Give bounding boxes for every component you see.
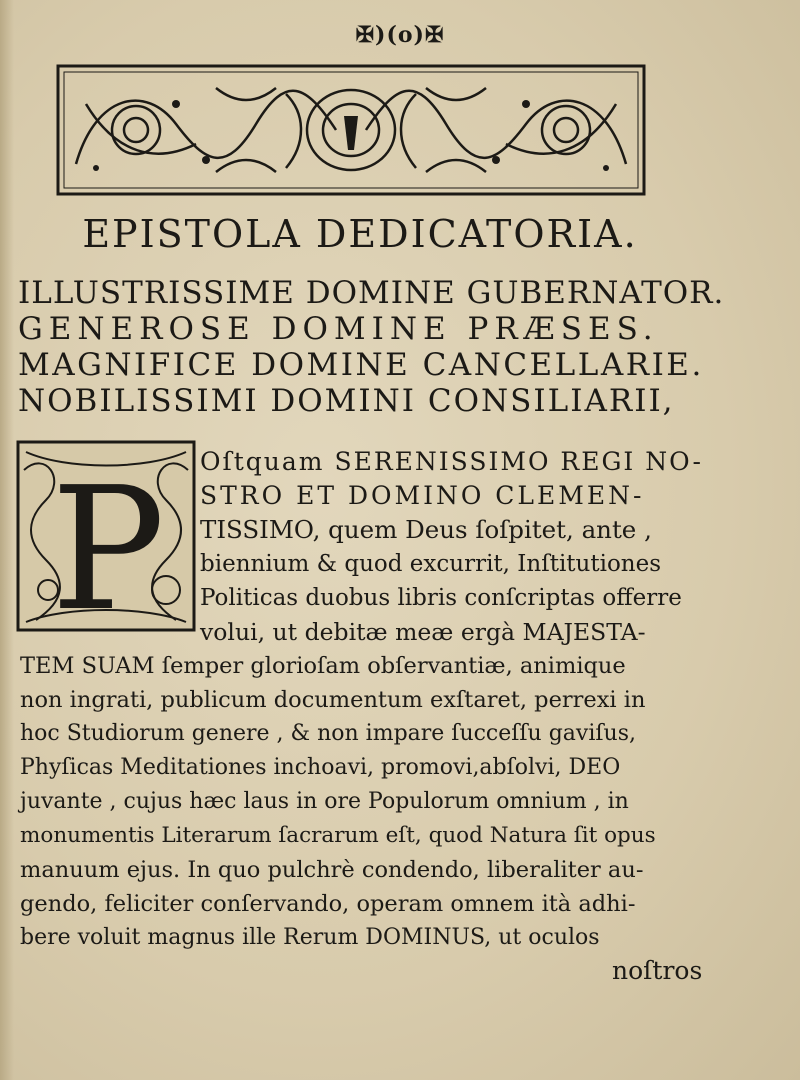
- addressee-line: MAGNIFICE DOMINE CANCELLARIE.: [18, 347, 704, 383]
- addressee-line: GENEROSE DOMINE PRÆSES.: [18, 311, 659, 347]
- text-line: volui, ut debitæ meæ ergà MAJESTA-: [200, 618, 646, 646]
- text-line: Politicas duobus libris conſcriptas offerre: [200, 585, 682, 611]
- text-line: monumentis Literarum ſacrarum eſt, quod Natura ſit opus: [20, 823, 656, 848]
- decorated-initial: [16, 440, 196, 632]
- text-line: non ingrati, publicum documentum exſtaret, perrexi in: [20, 687, 646, 713]
- text-line: STRO ET DOMINO CLEMEN-: [200, 481, 645, 510]
- initial-letter: P: [50, 451, 166, 632]
- text-line: Oſtquam SERENISSIMO REGI NO-: [200, 447, 703, 476]
- ornamental-headpiece: [56, 64, 646, 196]
- text-line: Phyſicas Meditationes inchoavi, promovi,abſolvi, DEO: [20, 755, 621, 780]
- text-line: TEM SUAM ſemper glorioſam obſervantiæ, animique: [20, 653, 626, 679]
- text-line: TISSIMO, quem Deus ſoſpitet, ante ,: [200, 515, 652, 544]
- text-line: gendo, feliciter conſervando, operam omnem ità adhi-: [20, 891, 636, 917]
- addressee-line: ILLUSTRISSIME DOMINE GUBERNATOR.: [18, 275, 725, 311]
- folio-mark: ✠)(o)✠: [355, 22, 445, 48]
- text-line: bere voluit magnus ille Rerum DOMINUS, ut oculos: [20, 925, 600, 950]
- text-line: juvante , cujus hæc laus in ore Populorum omnium , in: [20, 789, 629, 814]
- catchword: noſtros: [612, 956, 703, 985]
- text-line: biennium & quod excurrit, Inſtitutiones: [200, 551, 662, 577]
- text-line: hoc Studiorum genere , & non impare ſucceſſu gaviſus,: [20, 721, 636, 746]
- text-line: manuum ejus. In quo pulchrè condendo, liberaliter au-: [20, 857, 644, 883]
- addressee-line: NOBILISSIMI DOMINI CONSILIARII,: [18, 383, 675, 419]
- page-title: EPISTOLA DEDICATORIA.: [82, 212, 638, 256]
